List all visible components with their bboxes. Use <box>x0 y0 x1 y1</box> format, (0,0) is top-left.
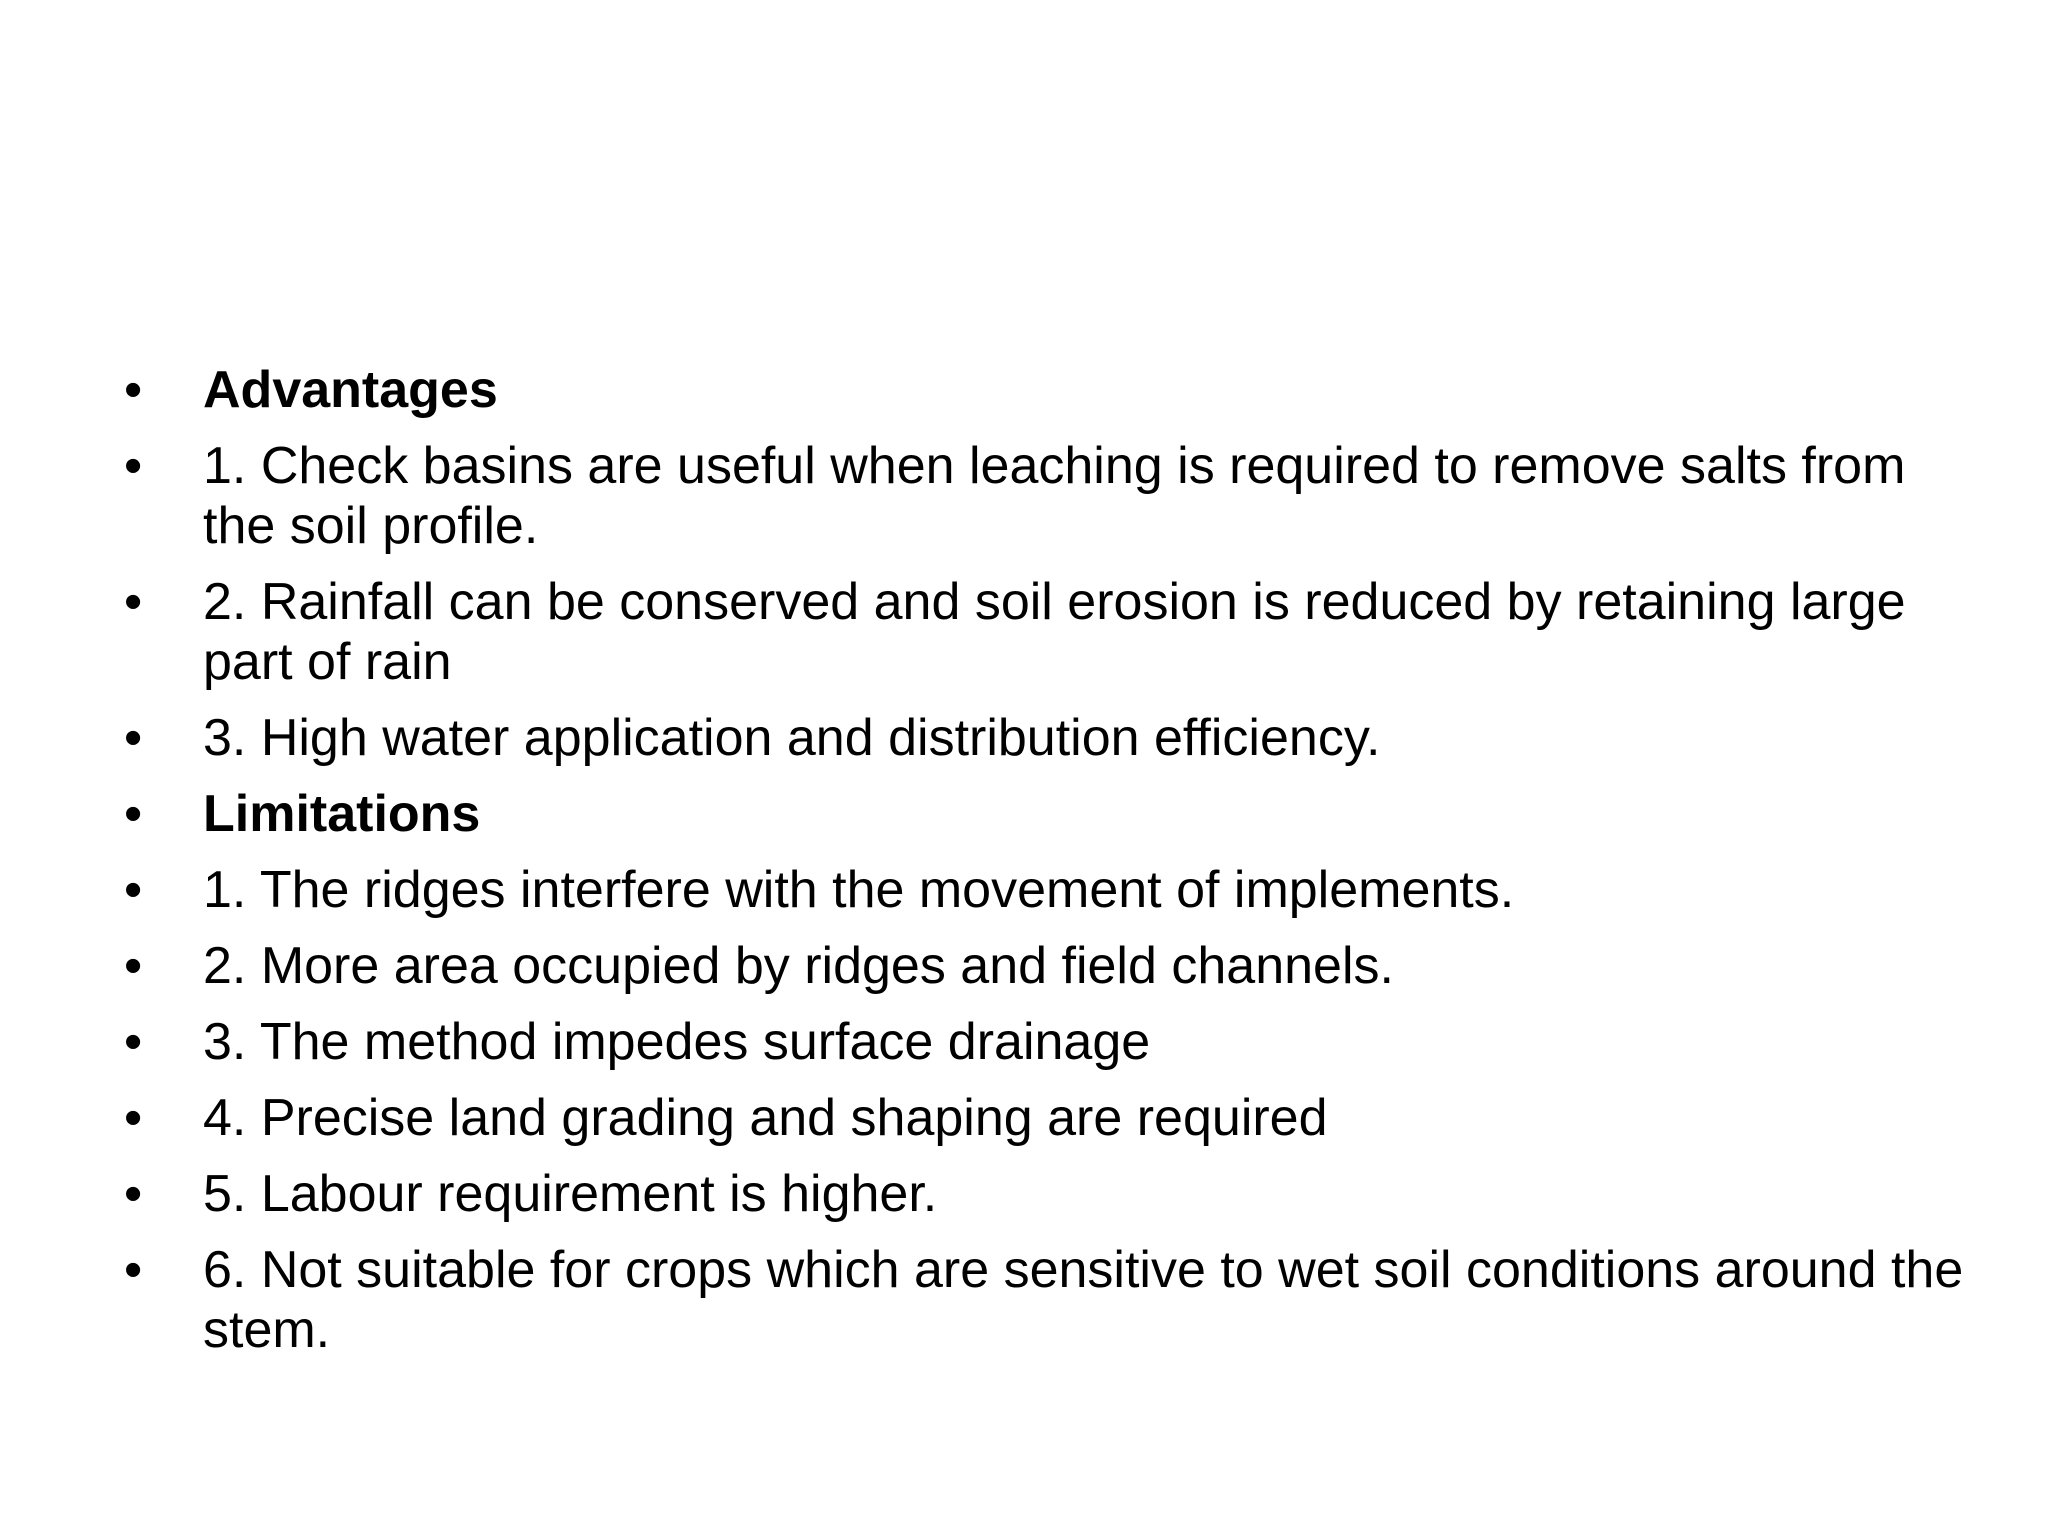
bullet-icon: • <box>124 361 143 419</box>
bullet-text: 3. The method impedes surface drainage <box>203 1013 1151 1071</box>
bullet-text: 3. High water application and distribution efficiency. <box>203 709 1381 767</box>
bullet-icon: • <box>124 573 143 631</box>
bullet-text: 6. Not suitable for crops which are sensitive to wet soil conditions around the stem. <box>203 1241 1964 1359</box>
bullet-text: 5. Labour requirement is higher. <box>203 1165 938 1223</box>
bullet-item-limitation-6 <box>124 1240 1964 1360</box>
bullet-item-limitations-heading <box>124 784 1964 844</box>
bullet-text: 2. More area occupied by ridges and field channels. <box>203 937 1394 995</box>
bullet-icon: • <box>124 1165 143 1223</box>
bullet-item-limitation-4 <box>124 1088 1964 1148</box>
bullet-icon: • <box>124 1013 143 1071</box>
bullet-item-limitation-3 <box>124 1012 1964 1072</box>
bullet-icon: • <box>124 785 143 843</box>
bullet-list <box>124 360 1964 1376</box>
bullet-item-limitation-5 <box>124 1164 1964 1224</box>
bullet-icon: • <box>124 861 143 919</box>
bullet-icon: • <box>124 937 143 995</box>
bullet-text: Advantages <box>203 361 498 419</box>
bullet-icon: • <box>124 437 143 495</box>
bullet-text: 1. Check basins are useful when leaching is required to remove salts from the soil profile. <box>203 437 1906 555</box>
bullet-text: Limitations <box>203 785 481 843</box>
bullet-item-limitation-2 <box>124 936 1964 996</box>
bullet-item-advantage-3 <box>124 708 1964 768</box>
bullet-text: 4. Precise land grading and shaping are required <box>203 1089 1328 1147</box>
bullet-icon: • <box>124 1241 143 1299</box>
bullet-text: 2. Rainfall can be conserved and soil erosion is reduced by retaining large part of rain <box>203 573 1906 691</box>
bullet-item-advantage-1 <box>124 436 1964 556</box>
bullet-icon: • <box>124 709 143 767</box>
bullet-item-advantages-heading <box>124 360 1964 420</box>
bullet-icon: • <box>124 1089 143 1147</box>
bullet-text: 1. The ridges interfere with the movement of implements. <box>203 861 1515 919</box>
bullet-item-limitation-1 <box>124 860 1964 920</box>
bullet-item-advantage-2 <box>124 572 1964 692</box>
